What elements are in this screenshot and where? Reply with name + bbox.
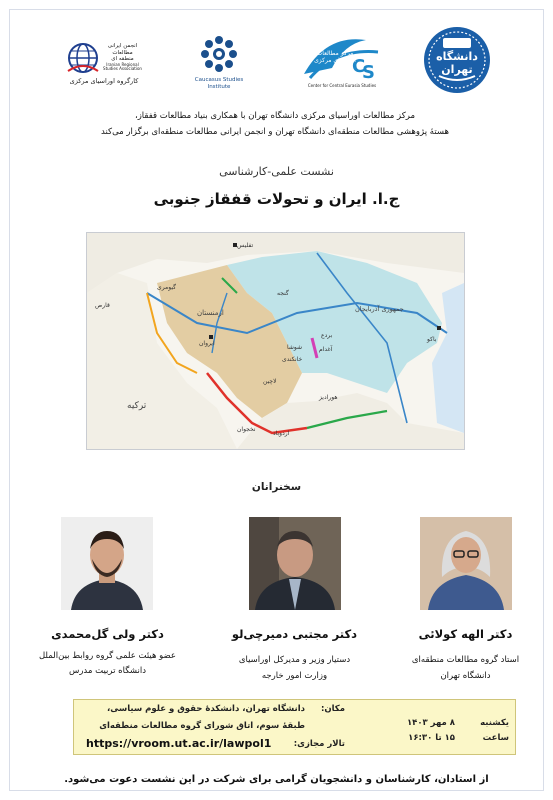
- speaker-role-demirchilu-2: وزارت امور خارجه: [261, 671, 328, 681]
- caucasus-emblem-icon: [198, 33, 240, 75]
- ccs-text-2: اوراسیای مرکزی: [314, 57, 356, 65]
- online-meeting-link[interactable]: https://vroom.ut.ac.ir/lawpol1: [86, 737, 272, 750]
- map-label-shusha: شوشا: [287, 344, 302, 351]
- ccs-logo: [296, 28, 388, 94]
- society-en-2: Studies Association: [103, 66, 142, 72]
- speaker-photo-golmohammadi: [61, 517, 153, 610]
- map-label-yerevan: ایروان: [199, 340, 215, 347]
- map-label-gyumri: گیومری: [157, 284, 176, 291]
- online-label: تالار مجازی:: [293, 739, 345, 749]
- speaker-photo-koolaee: [420, 517, 512, 610]
- place-label: مکان:: [320, 704, 345, 714]
- map-label-nakhchivan: نخجوان: [237, 426, 256, 433]
- speaker-role-golmohammadi-1: عضو هیئت علمی گروه روابط بین‌الملل: [38, 651, 176, 661]
- speakers-heading: سخنرانان: [251, 481, 302, 493]
- event-title: ج.ا. ایران و تحولات قفقاز جنوبی: [153, 190, 400, 208]
- event-date: ۸ مهر ۱۴۰۳: [406, 718, 455, 728]
- caucasus-logo: [186, 26, 252, 98]
- svg-text:S: S: [362, 62, 375, 83]
- event-time: ۱۵ تا ۱۶:۳۰: [408, 733, 455, 743]
- map-label-ganja: گنجه: [277, 290, 289, 297]
- society-text-1: انجمن ایرانی: [107, 42, 138, 49]
- tehran-text: دانشگاه تهران: [436, 50, 478, 77]
- map-label-ordubad: اردوباد: [273, 430, 290, 437]
- ccs-en: Center for Central Eurasia Studies: [307, 83, 377, 88]
- map-label-aghdam: آغدام: [319, 346, 333, 353]
- map-label-tbilisi: تفلیس: [237, 242, 254, 249]
- speaker-name-demirchilu: دکتر مجتبی دمیرچی‌لو: [231, 627, 358, 641]
- speaker-name-golmohammadi: دکتر ولی گل‌محمدی: [51, 627, 164, 641]
- society-en-1: Iranian Regional: [106, 61, 139, 67]
- map-label-khankendi: خانکندی: [282, 356, 303, 363]
- caucasus-en: Caucasus Studies Institute: [194, 77, 244, 90]
- place-line-1: دانشگاه تهران، دانشکدهٔ حقوق و علوم سیاسی،: [107, 704, 305, 714]
- speaker-role-koolaee-1: استاد گروه مطالعات منطقه‌ای: [411, 655, 520, 665]
- society-logo: [64, 28, 144, 98]
- speaker-role-golmohammadi-2: دانشگاه تربیت مدرس: [68, 666, 147, 676]
- society-caption: کارگروه اوراسیای مرکزی: [69, 76, 139, 85]
- speaker-name-koolaee: دکتر الهه کولائی: [418, 627, 513, 641]
- ccs-text-1: مرکز مطالعات: [316, 50, 354, 57]
- invitation-footer: از استادان، کارشناسان و دانشجویان گرامی برای شرکت در این نشست دعوت می‌شود.: [64, 774, 489, 785]
- day-label: یکشنبه: [480, 718, 509, 728]
- tehran-university-logo: [420, 20, 494, 100]
- map-label-kars: قارص: [95, 302, 110, 309]
- time-label: ساعت: [482, 733, 509, 743]
- speaker-photo-demirchilu: [249, 517, 341, 610]
- map-label-baku: باکو: [427, 336, 437, 343]
- society-text-3: منطقه ای: [111, 56, 134, 63]
- intro-line-1: مرکز مطالعات اوراسیای مرکزی دانشگاه تهران با همکاری بنیاد مطالعات قفقاز،: [134, 111, 416, 121]
- speaker-role-koolaee-2: دانشگاه تهران: [440, 671, 491, 681]
- intro-line-2: هستهٔ پژوهشی مطالعات منطقه‌ای دانشگاه تهران و انجمن ایرانی مطالعات منطقه‌ای برگزار می‌کند: [101, 127, 449, 137]
- svg-text:C: C: [352, 56, 366, 77]
- map-label-turkey: ترکیه: [127, 401, 147, 411]
- speaker-role-demirchilu-1: دستیار وزیر و مدیرکل اوراسیای: [238, 655, 351, 665]
- map-label-lachin: لاچین: [263, 378, 277, 385]
- society-text-2: مطالعات: [112, 49, 133, 56]
- place-line-2: طبقهٔ سوم، اتاق شورای گروه مطالعات منطقه‌ای: [99, 721, 305, 731]
- caucasus-map: [86, 232, 465, 450]
- map-label-barda: بردع: [321, 332, 333, 339]
- event-info-box: [73, 699, 516, 755]
- map-label-horadiz: هورادیز: [319, 394, 338, 401]
- event-subtitle: نشست علمی-کارشناسی: [219, 165, 334, 178]
- map-label-azerbaijan: جمهوری آذربایجان: [355, 305, 404, 313]
- map-label-armenia: ارمنستان: [197, 309, 224, 317]
- globe-icon: [66, 41, 100, 75]
